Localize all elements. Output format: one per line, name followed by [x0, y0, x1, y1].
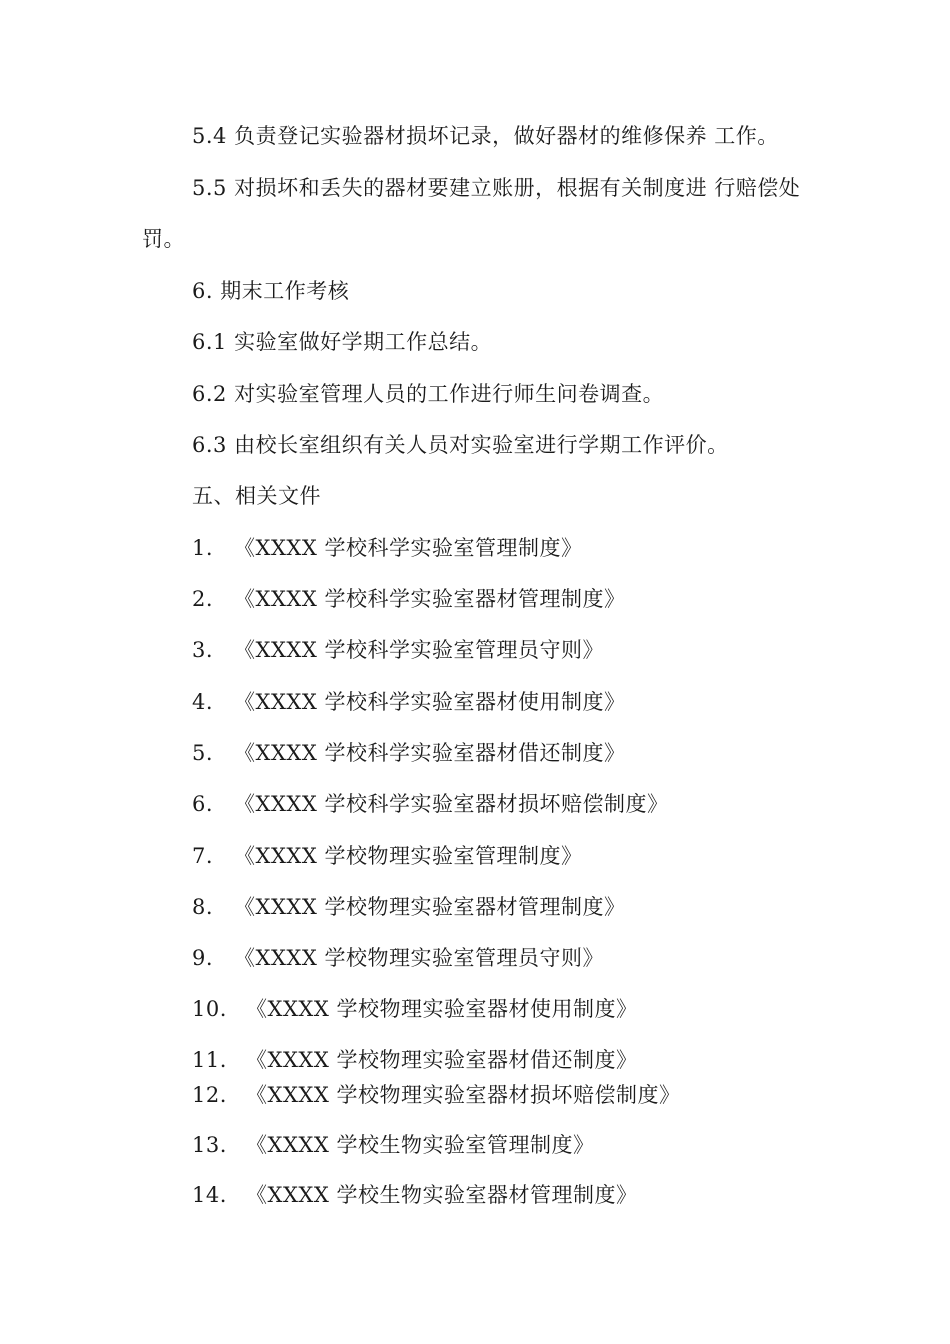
list-number: 11.: [192, 1048, 227, 1072]
document-list-item: [192, 739, 625, 767]
document-list-item: [192, 790, 668, 818]
list-number: 14.: [192, 1183, 227, 1207]
list-number: 4.: [192, 690, 214, 714]
document-title: 《XXXX 学校科学实验室管理员守则》: [234, 638, 604, 662]
list-number: 10.: [192, 997, 227, 1021]
document-list-item: [192, 636, 604, 664]
paragraph-5-5: 5.5 对损坏和丢失的器材要建立账册，根据有关制度进 行赔偿处: [192, 176, 801, 200]
document-list-item: [192, 585, 625, 613]
document-list-item: [192, 1181, 637, 1209]
paragraph-5-4: 5.4 负责登记实验器材损坏记录，做好器材的维修保养 工作。: [192, 124, 779, 148]
document-title: 《XXXX 学校生物实验室管理制度》: [246, 1133, 595, 1157]
document-title: 《XXXX 学校物理实验室管理员守则》: [234, 946, 604, 970]
list-number: 2.: [192, 587, 214, 611]
document-title: 《XXXX 学校科学实验室器材损坏赔偿制度》: [234, 792, 669, 816]
paragraph-6-3: 6.3 由校长室组织有关人员对实验室进行学期工作评价。: [192, 433, 729, 457]
document-title: 《XXXX 学校科学实验室器材管理制度》: [234, 587, 626, 611]
document-title: 《XXXX 学校物理实验室器材使用制度》: [246, 997, 638, 1021]
document-list-item: [192, 842, 582, 870]
paragraph-6-2: 6.2 对实验室管理人员的工作进行师生问卷调查。: [192, 382, 665, 406]
list-number: 3.: [192, 638, 214, 662]
list-number: 6.: [192, 792, 214, 816]
document-title: 《XXXX 学校生物实验室器材管理制度》: [246, 1183, 638, 1207]
document-list-item: [192, 534, 582, 562]
list-number: 9.: [192, 946, 214, 970]
document-list-item: [192, 995, 637, 1023]
document-list-item: [192, 893, 625, 921]
document-title: 《XXXX 学校物理实验室器材损坏赔偿制度》: [246, 1083, 681, 1107]
document-title: 《XXXX 学校物理实验室器材管理制度》: [234, 895, 626, 919]
document-title: 《XXXX 学校科学实验室管理制度》: [234, 536, 583, 560]
paragraph-6-1: 6.1 实验室做好学期工作总结。: [192, 330, 493, 354]
document-title: 《XXXX 学校科学实验室器材使用制度》: [234, 690, 626, 714]
document-list-item: [192, 944, 604, 972]
list-number: 13.: [192, 1133, 227, 1157]
section-heading-6: 6. 期末工作考核: [192, 279, 350, 303]
document-list-item: [192, 688, 625, 716]
paragraph-5-5-continued: 罚。: [142, 227, 185, 251]
document-title: 《XXXX 学校科学实验室器材借还制度》: [234, 741, 626, 765]
list-number: 7.: [192, 844, 214, 868]
section-heading-related-documents: 五、相关文件: [192, 484, 321, 508]
list-number: 5.: [192, 741, 214, 765]
document-list-item: [192, 1046, 637, 1074]
list-number: 1.: [192, 536, 214, 560]
document-title: 《XXXX 学校物理实验室器材借还制度》: [246, 1048, 638, 1072]
list-number: 12.: [192, 1083, 227, 1107]
list-number: 8.: [192, 895, 214, 919]
document-title: 《XXXX 学校物理实验室管理制度》: [234, 844, 583, 868]
document-list-item: [192, 1081, 680, 1109]
document-list-item: [192, 1131, 594, 1159]
